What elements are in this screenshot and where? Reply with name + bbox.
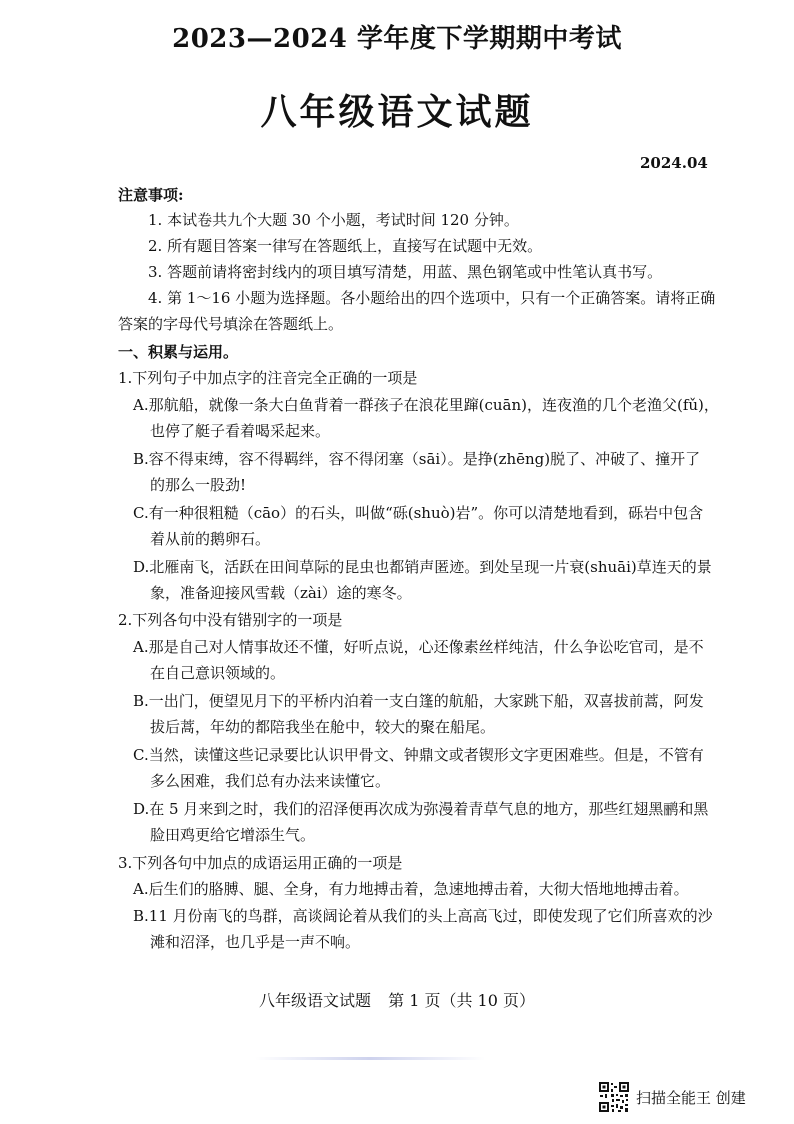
scan-smudge <box>255 1057 485 1060</box>
option-line: 也停了艇子看着喝采起来。 <box>150 422 331 440</box>
notice-item: 1. 本试卷共九个大题 30 个小题，考试时间 120 分钟。 <box>148 211 519 229</box>
option-line: 多么困难，我们总有办法来读懂它。 <box>150 772 391 790</box>
scanner-watermark <box>598 1080 746 1114</box>
exam-title: 2023—2024 学年度下学期期中考试 <box>172 24 622 54</box>
qr-code-icon <box>598 1081 630 1113</box>
option-line: B.一出门，便望见月下的平桥内泊着一支白篷的航船，大家跳下船，双喜拔前蒿，阿发 <box>133 692 704 710</box>
question-stem: 2.下列各句中没有错别字的一项是 <box>118 611 343 629</box>
option-line: B.容不得束缚，容不得羁绊，容不得闭塞（sāi）。是挣(zhēng)脱了、冲破了、撞开了 <box>133 450 701 468</box>
notice-item: 答案的字母代号填涂在答题纸上。 <box>118 315 344 333</box>
notice-item: 4. 第 1～16 小题为选择题。各小题给出的四个选项中，只有一个正确答案。请将正确 <box>148 289 716 307</box>
subject-title: 八年级语文试题 <box>260 91 534 133</box>
option-line: C.有一种很粗糙（cāo）的石头，叫做“砾(shuò)岩”。你可以清楚地看到，砾岩中包含 <box>133 504 704 522</box>
option-line: D.北雁南飞，活跃在田间草际的昆虫也都销声匿迹。到处呈现一片衰(shuāi)草连天的景 <box>133 558 712 576</box>
option-line: A.那航船，就像一条大白鱼背着一群孩子在浪花里蹿(cuān)，连夜渔的几个老渔父(fǔ)， <box>133 396 719 414</box>
notice-item: 3. 答题前请将密封线内的项目填写清楚，用蓝、黑色钢笔或中性笔认真书写。 <box>148 263 663 281</box>
notice-heading: 注意事项: <box>118 186 184 204</box>
question-stem: 3.下列各句中加点的成语运用正确的一项是 <box>118 854 403 872</box>
option-line: 象，准备迎接风雪载（zài）途的寒冬。 <box>150 584 412 602</box>
notice-item: 2. 所有题目答案一律写在答题纸上，直接写在试题中无效。 <box>148 237 543 255</box>
option-line: D.在 5 月来到之时，我们的沼泽便再次成为弥漫着青草气息的地方，那些红翅黑鹂和黑 <box>133 800 709 818</box>
exam-date: 2024.04 <box>640 154 708 172</box>
footer-subject: 八年级语文试题 <box>259 991 372 1010</box>
option-line: 在自己意识领域的。 <box>150 664 286 682</box>
option-line: C.当然，读懂这些记录要比认识甲骨文、钟鼎文或者锲形文字更困难些。但是，不管有 <box>133 746 704 764</box>
section-title: 一、积累与运用。 <box>118 343 239 361</box>
option-line: 脸田鸡更给它增添生气。 <box>150 826 316 844</box>
scanner-watermark-text: 扫描全能王 创建 <box>636 1088 746 1107</box>
option-line: A.后生们的胳膊、腿、全身，有力地搏击着，急速地搏击着，大彻大悟地地搏击着。 <box>133 880 689 898</box>
option-line: 滩和沼泽，也几乎是一声不响。 <box>150 933 361 951</box>
option-line: B.11 月份南飞的鸟群，高谈阔论着从我们的头上高高飞过，即使发现了它们所喜欢的沙 <box>133 907 713 925</box>
page-footer <box>0 988 794 1011</box>
option-line: A.那是自己对人情事故还不懂，好听点说，心还像素丝样纯洁，什么争讼吃官司，是不 <box>133 638 704 656</box>
footer-page-number: 第 1 页（共 10 页） <box>388 991 535 1010</box>
option-line: 着从前的鹅卵石。 <box>150 530 271 548</box>
option-line: 的那么一股劲! <box>150 476 247 494</box>
question-stem: 1.下列句子中加点字的注音完全正确的一项是 <box>118 369 418 387</box>
option-line: 拔后蒿，年幼的都陪我坐在舱中，较大的聚在船尾。 <box>150 718 496 736</box>
